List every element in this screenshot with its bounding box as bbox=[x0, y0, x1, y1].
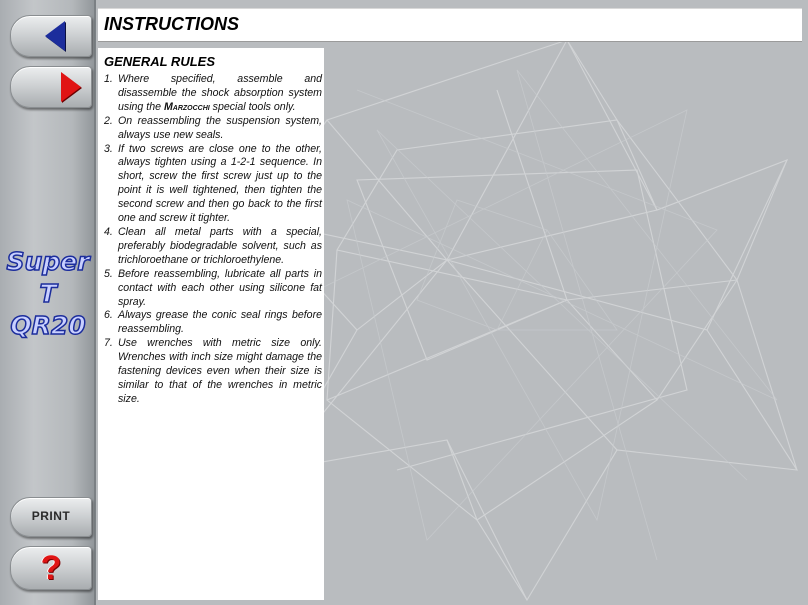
rule-item bbox=[104, 115, 322, 143]
rule-number: 6. bbox=[104, 309, 113, 322]
instructions-panel bbox=[98, 48, 324, 600]
rule-item bbox=[104, 73, 322, 115]
question-mark-icon: ? bbox=[40, 549, 62, 587]
right-triangle-icon bbox=[61, 72, 81, 102]
rule-number: 2. bbox=[104, 114, 113, 127]
rule-text: Before reassembling, lubricate all parts in contact with each other using silicone fat spray. bbox=[118, 267, 322, 308]
back-button[interactable] bbox=[10, 15, 92, 57]
rule-item bbox=[104, 309, 322, 337]
rule-item bbox=[104, 226, 322, 268]
rules-list bbox=[104, 73, 322, 407]
print-button-label: PRINT bbox=[31, 509, 71, 523]
rule-item bbox=[104, 337, 322, 407]
page-title: INSTRUCTIONS bbox=[104, 14, 239, 34]
rule-text: If two screws are close one to the other, always tighten using a 1-2-1 sequence. In short, screw the first screw just up to the point it is well tightened, then tighten the second screw and then go back to the first one and screw it tighter. bbox=[118, 142, 322, 225]
rule-item bbox=[104, 143, 322, 226]
rule-number: 7. bbox=[104, 337, 113, 350]
rule-number: 1. bbox=[104, 73, 113, 85]
print-button[interactable] bbox=[10, 497, 92, 537]
sidebar bbox=[0, 0, 96, 605]
rule-number: 3. bbox=[104, 142, 113, 155]
product-logo bbox=[0, 246, 96, 342]
title-bar bbox=[98, 8, 802, 42]
rule-text: On reassembling the suspension system, always use new seals. bbox=[118, 114, 322, 141]
left-triangle-icon bbox=[45, 21, 65, 51]
rule-number: 4. bbox=[104, 225, 113, 238]
forward-button[interactable] bbox=[10, 66, 92, 108]
rule-text-part: special tools only. bbox=[209, 100, 296, 113]
rule-number: 5. bbox=[104, 267, 113, 280]
logo-line-2: QR20 bbox=[10, 311, 86, 340]
section-heading: GENERAL RULES bbox=[104, 54, 215, 69]
logo-line-1: Super T bbox=[6, 247, 90, 308]
rule-text-part: Where specified, assemble and disassemble the shock absorption system using the bbox=[118, 73, 322, 113]
rule-text: Always grease the conic seal rings before reassembling. bbox=[118, 309, 322, 336]
help-button[interactable] bbox=[10, 546, 92, 590]
rule-text: Clean all metal parts with a special, preferably biodegradable solvent, such as trichloroethane or trichloroethylene. bbox=[118, 225, 322, 266]
rule-text: Use wrenches with metric size only. Wrenches with inch size might damage the fastening devices even when their size is similar to that of the wrenches in metric size. bbox=[118, 337, 322, 405]
rule-item bbox=[104, 268, 322, 310]
brand-name: Marzocchi bbox=[163, 100, 210, 113]
